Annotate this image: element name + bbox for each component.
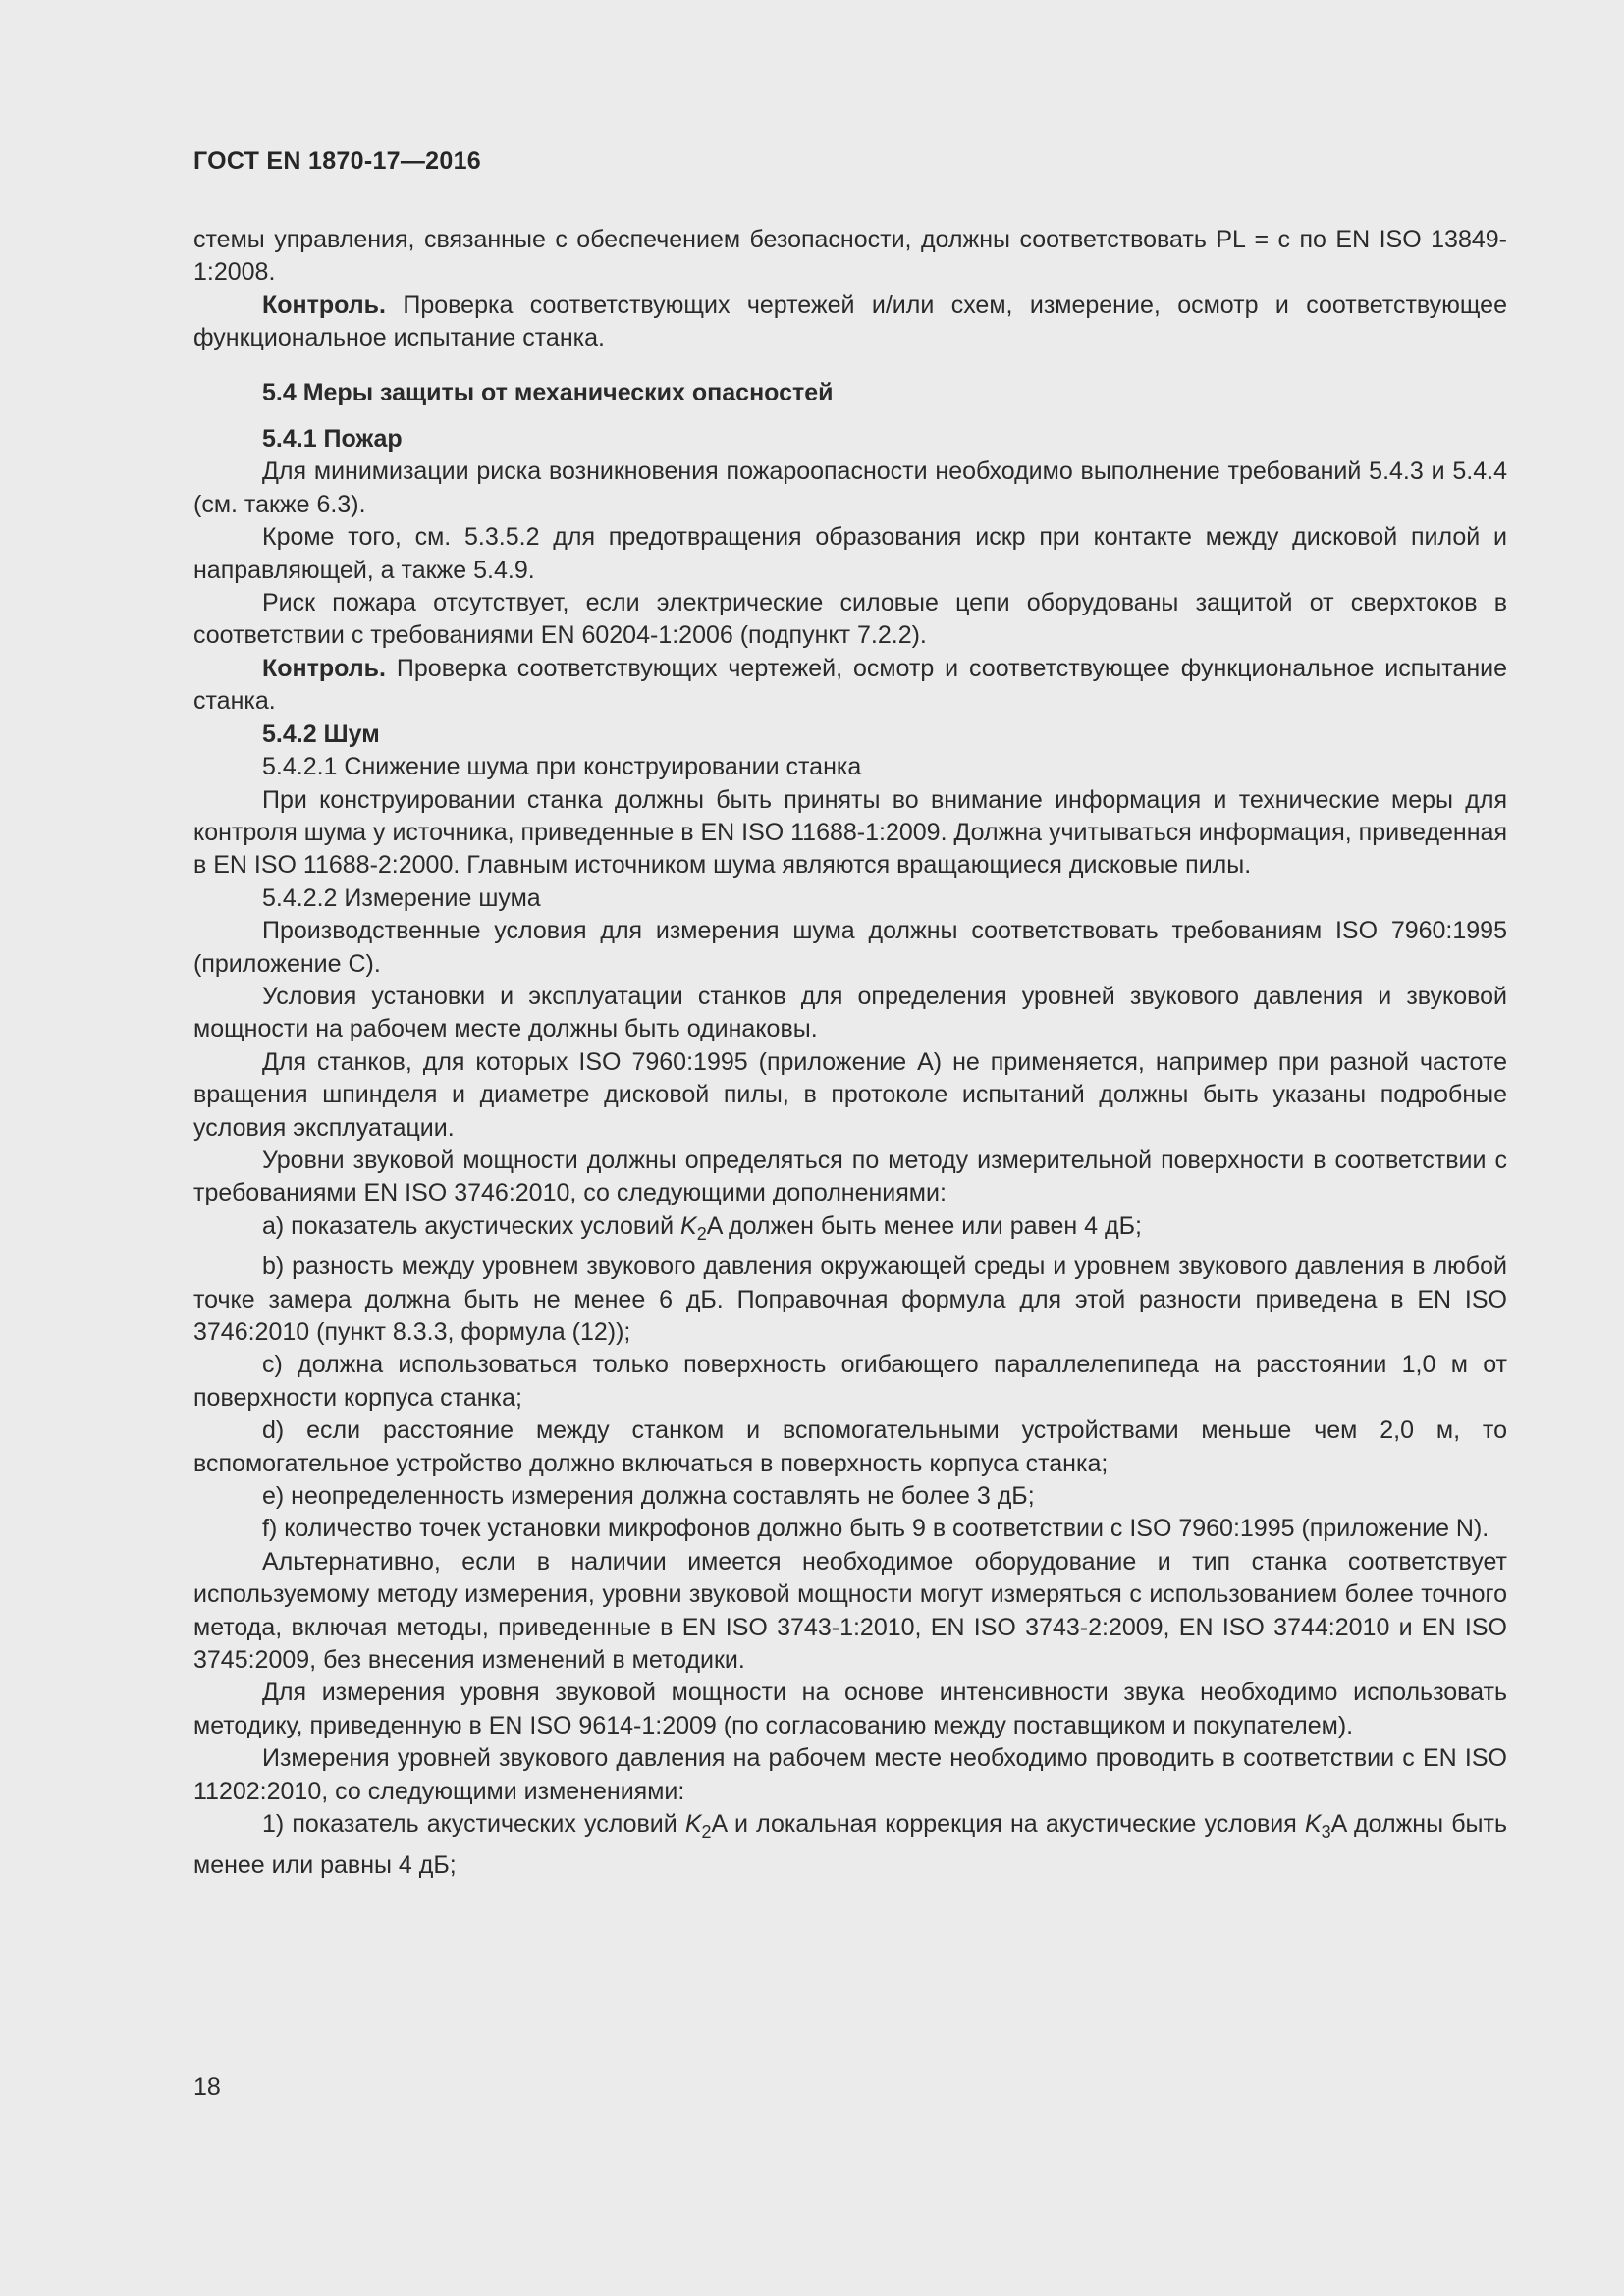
- paragraph: Кроме того, см. 5.3.5.2 для предотвращения образования искр при контакте между дисковой пилой и направляющей, а также 5.4.9.: [193, 523, 1507, 584]
- control-text: Проверка соответствующих чертежей и/или схем, измерение, осмотр и соответствующее функциональное испытание станка.: [193, 291, 1507, 352]
- control-label: Контроль.: [262, 654, 386, 682]
- paragraph: стемы управления, связанные с обеспечением безопасности, должны соответствовать PL = с по EN ISO 13849-1:2008.: [193, 226, 1507, 287]
- control-text: Проверка соответствующих чертежей, осмотр и соответствующее функциональное испытание станка.: [193, 654, 1507, 716]
- paragraph: Риск пожара отсутствует, если электрические силовые цепи оборудованы защитой от сверхтоков в соответствии с требованиями EN 60204-1:2006 (подпункт 7.2.2).: [193, 589, 1507, 650]
- paragraph: Производственные условия для измерения шума должны соответствовать требованиям ISO 7960:1995 (приложение С).: [193, 917, 1507, 978]
- document-header: ГОСТ EN 1870-17—2016: [193, 147, 481, 175]
- paragraph: Альтернативно, если в наличии имеется необходимое оборудование и тип станка соответствует используемому методу измерения, уровни звуковой мощности могут измеряться с использованием более точного метода, включая методы, приведенные в EN ISO 3743-1:2010, EN ISO 3743-2:2009, EN ISO 3744:2010 и EN ISO 3745:2009, без внесения изменений в методики.: [193, 1547, 1507, 1675]
- list-item: e) неопределенность измерения должна составлять не более 3 дБ;: [262, 1482, 1035, 1511]
- list-item: f) количество точек установки микрофонов должно быть 9 в соответствии с ISO 7960:1995 (приложение N).: [262, 1515, 1489, 1543]
- document-body: [193, 224, 1507, 1882]
- control-paragraph: [193, 653, 1507, 719]
- list-item: a) показатель акустических условий $K_2A$ должен быть менее или равен 4 дБ;: [262, 1211, 1142, 1244]
- paragraph: Уровни звуковой мощности должны определяться по методу измерительной поверхности в соответствии с требованиями EN ISO 3746:2010, со следующими дополнениями:: [193, 1146, 1507, 1207]
- paragraph: Для станков, для которых ISO 7960:1995 (приложение А) не применяется, например при разной частоте вращения шпинделя и диаметре дисковой пилы, в протоколе испытаний должны быть указаны подробные условия эксплуатации.: [193, 1047, 1507, 1142]
- clause-heading: 5.4.2.2 Измерение шума: [262, 883, 541, 912]
- list-item: 1) показатель акустических условий $K_2A$ и локальная коррекция на акустические условия $K_3A$ должны быть менее или равны 4 дБ;: [193, 1810, 1507, 1879]
- subsection-heading: 5.4.2 Шум: [262, 720, 380, 748]
- list-item: c) должна использоваться только поверхность огибающего параллелепипеда на расстоянии 1,0 м от поверхности корпуса станка;: [193, 1351, 1507, 1412]
- paragraph: Для минимизации риска возникновения пожароопасности необходимо выполнение требований 5.4.3 и 5.4.4 (см. также 6.3).: [193, 457, 1507, 518]
- clause-heading: 5.4.2.1 Снижение шума при конструировании станка: [262, 753, 862, 781]
- paragraph: Условия установки и эксплуатации станков для определения уровней звукового давления и звуковой мощности на рабочем месте должны быть одинаковы.: [193, 982, 1507, 1043]
- page-number: 18: [193, 2073, 221, 2101]
- control-paragraph: [193, 290, 1507, 355]
- section-heading: 5.4 Меры защиты от механических опасностей: [262, 378, 834, 406]
- paragraph: Для измерения уровня звуковой мощности на основе интенсивности звука необходимо использовать методику, приведенную в EN ISO 9614-1:2009 (по согласованию между поставщиком и покупателем).: [193, 1679, 1507, 1739]
- subsection-heading: 5.4.1 Пожар: [262, 425, 403, 454]
- list-item: b) разность между уровнем звукового давления окружающей среды и уровнем звукового давления в любой точке замера должна быть не менее 6 дБ. Поправочная формула для этой разности приведена в EN ISO 3746:2010 (пункт 8.3.3, формула (12));: [193, 1253, 1507, 1346]
- paragraph: При конструировании станка должны быть приняты во внимание информация и технические меры для контроля шума у источника, приведенные в EN ISO 11688-1:2009. Должна учитываться информация, приведенная в EN ISO 11688-2:2000. Главным источником шума являются вращающиеся дисковые пилы.: [193, 785, 1507, 880]
- list-item: d) если расстояние между станком и вспомогательными устройствами меньше чем 2,0 м, то вспомогательное устройство должно включаться в поверхность корпуса станка;: [193, 1416, 1507, 1477]
- paragraph: Измерения уровней звукового давления на рабочем месте необходимо проводить в соответствии с EN ISO 11202:2010, со следующими изменениями:: [193, 1744, 1507, 1805]
- control-label: Контроль.: [262, 291, 386, 319]
